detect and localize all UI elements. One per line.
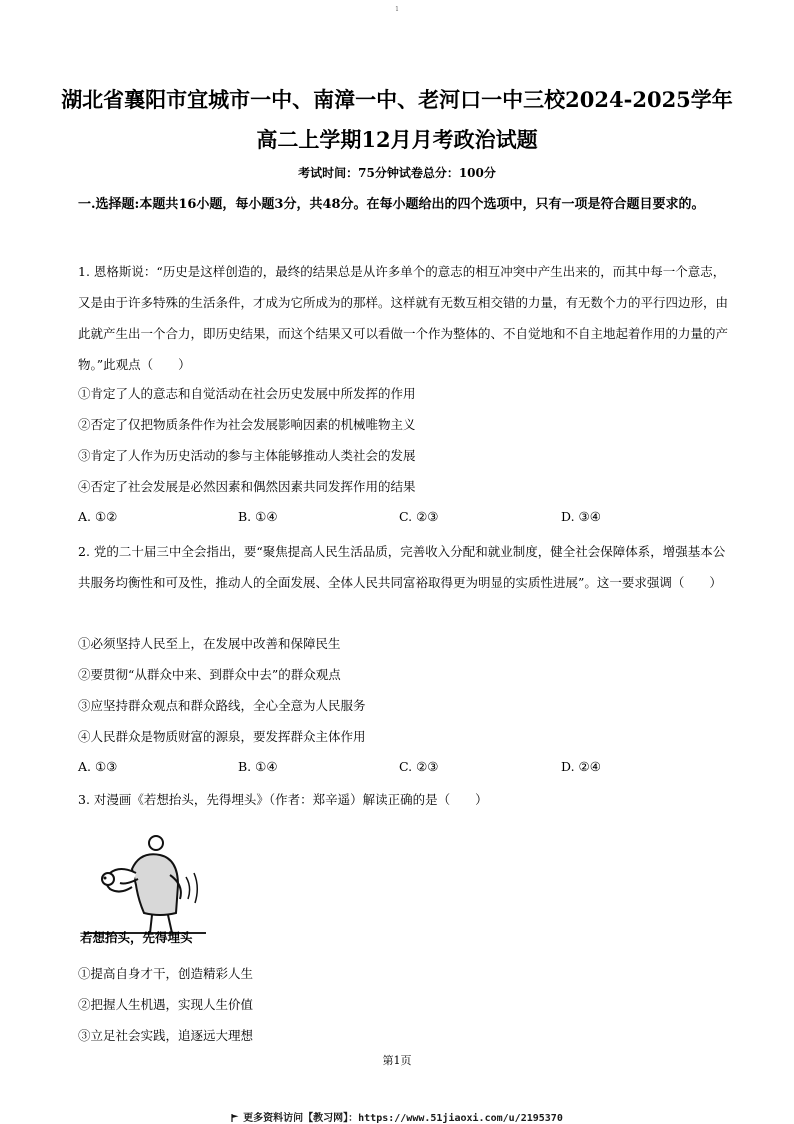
footer-link[interactable] [0, 1109, 794, 1124]
question-2-option-a: A. ①③ [78, 759, 118, 774]
question-2-option-d: D. ②④ [561, 759, 601, 774]
question-3-item: ②把握人生机遇，实现人生价值 [78, 997, 254, 1012]
question-2-stem: 2. 党的二十届三中全会指出，要“聚焦提高人民生活品质，完善收入分配和就业制度，健全社会保障体系，增强基本公共服务均衡性和可及性，推动人的全面发展、全体人民共同富裕取得更为明显的实质性进展”。这一要求强调（ ） [78, 544, 726, 590]
question-2-item: ④人民群众是物质财富的源泉，要发挥群众主体作用 [78, 729, 366, 744]
question-2-option-b: B. ①④ [238, 759, 278, 774]
question-1-option-d: D. ③④ [561, 509, 601, 524]
question-3-stem: 3. 对漫画《若想抬头，先得埋头》（作者：郑辛遥）解读正确的是（ ） [78, 792, 488, 807]
question-3-item: ③立足社会实践，追逐远大理想 [78, 1028, 254, 1043]
question-1-item: ④否定了社会发展是必然因素和偶然因素共同发挥作用的结果 [78, 479, 416, 494]
document-title: 湖北省襄阳市宜城市一中、南漳一中、老河口一中三校2024-2025学年高二上学期12月月考政治试题 [61, 87, 733, 152]
question-2-item: ②要贯彻“从群众中来、到群众中去”的群众观点 [78, 667, 341, 682]
footer-link-text[interactable]: 更多资料访问【教习网】：https://www.51jiaoxi.com/u/2195370 [243, 1113, 563, 1124]
section-heading: 一.选择题:本题共16小题，每小题3分，共48分。在每小题给出的四个选项中，只有一项是符合题目要求的。 [78, 197, 705, 212]
question-1-item: ②否定了仅把物质条件作为社会发展影响因素的机械唯物主义 [78, 417, 416, 432]
exam-info: 考试时间：75分钟试卷总分：100分 [298, 166, 496, 180]
question-1-item: ③肯定了人作为历史活动的参与主体能够推动人类社会的发展 [78, 448, 416, 463]
page-number: 第1页 [382, 1054, 412, 1067]
question-1-stem: 1. 恩格斯说：“历史是这样创造的，最终的结果总是从许多单个的意志的相互冲突中产生出来的，而其中每一个意志，又是由于许多特殊的生活条件，才成为它所成为的那样。这样就有无数互相交错的力量，有无数个力的平行四边形，由此就产生出一个合力，即历史结果，而这个结果又可以看做一个作为整体的、不自觉地和不自主地起着作用的力量的产物。”此观点（ ） [78, 264, 729, 372]
question-2-item: ①必须坚持人民至上，在发展中改善和保障民生 [78, 636, 341, 651]
question-3-item: ①提高自身才干，创造精彩人生 [78, 966, 254, 981]
comic-caption: 若想抬头，先得埋头 [80, 930, 193, 945]
question-1-item: ①肯定了人的意志和自觉活动在社会历史发展中所发挥的作用 [78, 386, 416, 401]
question-1-option-c: C. ②③ [399, 509, 439, 524]
question-2-option-c: C. ②③ [399, 759, 439, 774]
question-1-option-a: A. ①② [78, 509, 118, 524]
page-top-mark: 1 [395, 6, 399, 13]
question-2-item: ③应坚持群众观点和群众路线，全心全意为人民服务 [78, 698, 366, 713]
question-1-option-b: B. ①④ [238, 509, 278, 524]
flag-icon [231, 1114, 239, 1122]
